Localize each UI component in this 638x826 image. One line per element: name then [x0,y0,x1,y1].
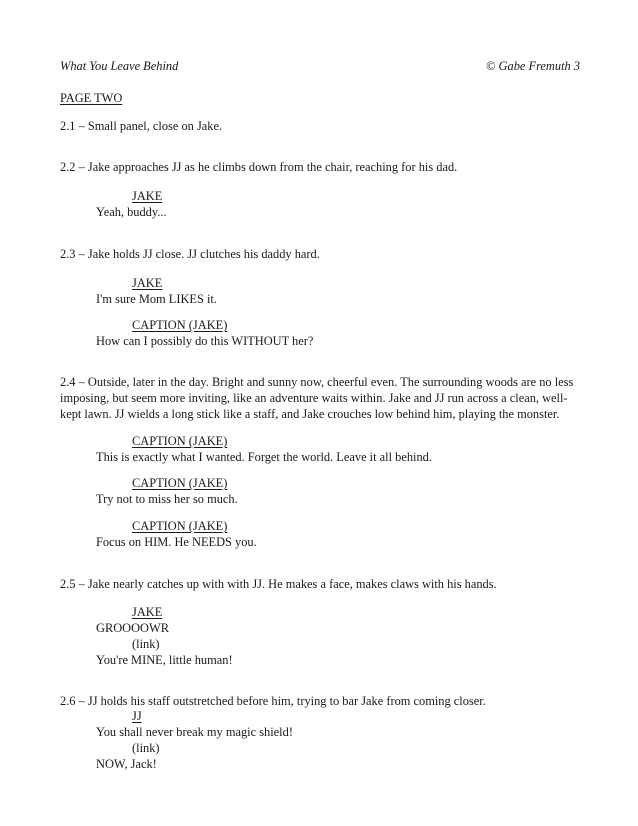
dialogue-line: This is exactly what I wanted. Forget the world. Leave it all behind. [96,450,432,464]
character-name: CAPTION (JAKE) [132,318,228,332]
dialogue-line: Focus on HIM. He NEEDS you. [96,535,257,549]
dialogue-line: I'm sure Mom LIKES it. [96,292,217,306]
panel-description: 2.6 – JJ holds his staff outstretched before him, trying to bar Jake from coming closer. [60,694,486,708]
character-name: JAKE [132,276,163,290]
parenthetical: (link) [132,741,160,755]
dialogue-line: You're MINE, little human! [96,653,233,667]
character-name: JAKE [132,189,163,203]
parenthetical: (link) [132,637,160,651]
dialogue-line: GROOOOWR [96,621,169,635]
page-heading: PAGE TWO [60,91,123,105]
character-name: CAPTION (JAKE) [132,476,228,490]
dialogue-line: How can I possibly do this WITHOUT her? [96,334,314,348]
character-name: JJ [132,709,142,723]
dialogue-line: Try not to miss her so much. [96,492,238,506]
character-name: CAPTION (JAKE) [132,519,228,533]
panel-description: 2.2 – Jake approaches JJ as he climbs down from the chair, reaching for his dad. [60,160,458,174]
panel-description: 2.3 – Jake holds JJ close. JJ clutches his daddy hard. [60,247,320,261]
character-name: CAPTION (JAKE) [132,434,228,448]
character-name: JAKE [132,605,163,619]
dialogue-line: Yeah, buddy... [96,205,167,219]
header-title: What You Leave Behind [60,59,179,73]
panel-description: 2.5 – Jake nearly catches up with with JJ. He makes a face, makes claws with his hands. [60,577,497,591]
dialogue-line: NOW, Jack! [96,757,157,771]
panel-description: 2.4 – Outside, later in the day. Bright and sunny now, cheerful even. The surrounding woods are no less imposing, but seem more inviting, like an adventure waits within. Jake and JJ run across a clean, well-kept lawn. JJ wields a long stick like a staff, and Jake crouches low behind him, playing the monster. [60,375,574,421]
panel-description: 2.1 – Small panel, close on Jake. [60,119,223,133]
header-author-page: © Gabe Fremuth 3 [486,59,580,73]
dialogue-line: You shall never break my magic shield! [96,725,293,739]
